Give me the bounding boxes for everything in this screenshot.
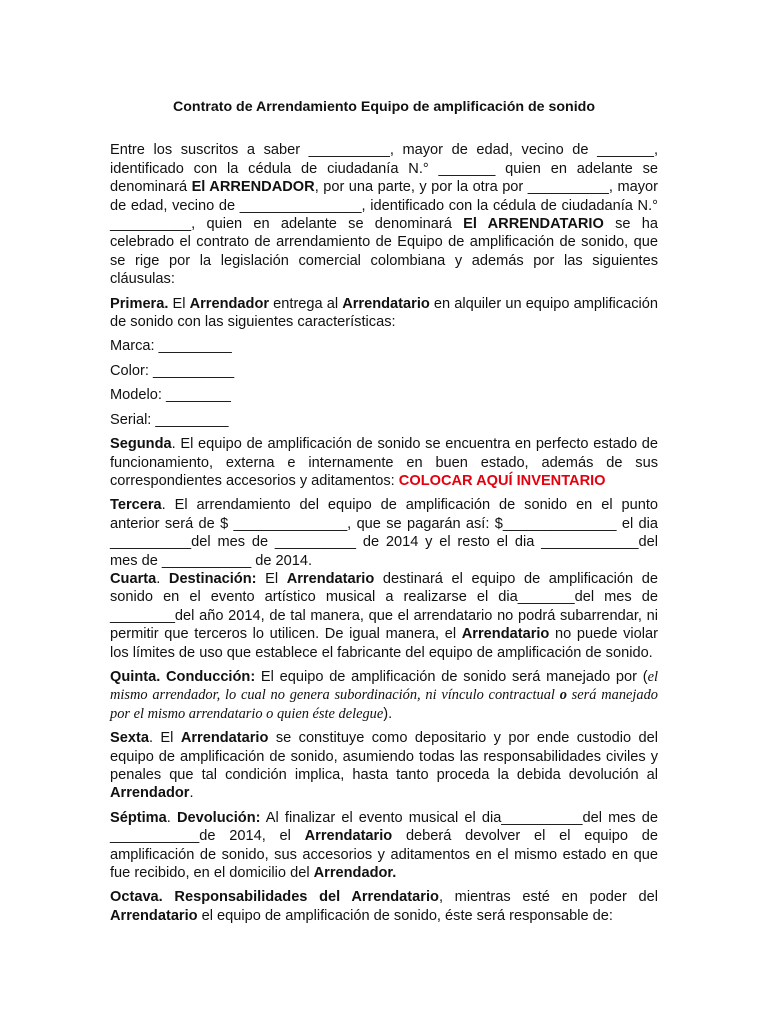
intro-text-3: se ha celebrado el contrato de arrendamiento de Equipo de amplificación de sonido, que se rige por la legislación comercial colombiana y además por las siguientes cláusulas: <box>110 216 658 288</box>
intro-paragraph <box>110 141 658 288</box>
intro-arrendatario-term: El ARRENDATARIO <box>463 216 604 233</box>
clause-bold-italic-text: o <box>559 687 567 704</box>
clause-text: deberá devolver el el equipo de amplificación de sonido, sus accesorios y aditamentos en el mismo estado en que fue recibido, en el domicilio del <box>110 828 658 882</box>
clause-term: Arrendatario <box>286 570 375 587</box>
clause-text: ). <box>383 705 393 722</box>
clause-text: . El <box>148 730 181 747</box>
clause-term: Arrendatario <box>304 828 393 845</box>
clause-primera-label: Primera. <box>110 295 169 312</box>
clause-text: no puede violar los límites de uso que establece el fabricante del equipo de amplificación de sonido. <box>110 626 658 661</box>
clause-text: Al finalizar el evento musical el dia__________del mes de ___________de 2014, el <box>110 809 658 845</box>
clause-text: . El equipo de amplificación de sonido se encuentra en perfecto estado de funcionamiento, externa e internamente en buen estado, además de sus correspondientes accesorios y aditamentos: <box>110 436 658 489</box>
clause-term: Arrendatario <box>110 907 198 924</box>
clause-term: Arrendatario <box>180 730 269 747</box>
clause-text: destinará el equipo de amplificación de sonido en el evento artístico musical a realizarse el dia_______del mes de ________del año 2014, de tal manera, que el arrendatario no podrá subarrendar, ni permitir que terceros lo utilicen. De igual manera, el <box>110 570 658 643</box>
clause-term: Arrendador. <box>313 865 397 882</box>
clause-term: Arrendador <box>110 785 190 802</box>
document-title: Contrato de Arrendamiento Equipo de amplificación de sonido <box>173 99 595 115</box>
clause-tercera-label: Tercera <box>110 497 162 514</box>
clause-cuarta <box>110 570 658 662</box>
field-color: Color: __________ <box>110 362 235 379</box>
field-modelo: Modelo: ________ <box>110 387 231 404</box>
clause-italic-text: el mismo arrendador, lo cual no genera subordinación, ni vínculo contractual <box>110 668 658 704</box>
clause-septima-label: Séptima <box>110 809 167 826</box>
clause-octava <box>110 888 658 925</box>
clause-text: en alquiler un equipo amplificación de sonido con las siguientes características: <box>110 295 658 331</box>
clause-septima <box>110 809 658 883</box>
clause-segunda <box>110 435 658 490</box>
clause-quinta <box>110 668 658 723</box>
clause-segunda-label: Segunda <box>110 436 172 453</box>
clause-term: Arrendatario <box>461 626 550 643</box>
intro-text-2: , por una parte, y por la otra por __________, mayor de edad, vecino de _______________, identificado con la cédula de ciudadanía N.° __________, quien en adelante se denominará <box>110 179 658 233</box>
clause-text: El <box>168 295 190 312</box>
clause-tercera <box>110 496 658 570</box>
clause-text: El equipo de amplificación de sonido será manejado por ( <box>255 668 648 685</box>
clause-text: se constituye como depositario y por ende custodio del equipo de amplificación de sonido, asumiendo todas las responsabilidades civiles y penales que tal condición implica, hasta tanto proceda la debida devolución al <box>110 730 658 783</box>
clause-primera <box>110 295 658 332</box>
clause-quinta-label: Quinta. Conducción: <box>110 668 256 685</box>
clause-term: Arrendatario <box>342 295 430 312</box>
field-marca: Marca: _________ <box>110 338 232 355</box>
inventory-placeholder: COLOCAR AQUÍ INVENTARIO <box>398 472 606 489</box>
field-serial: Serial: _________ <box>110 411 229 428</box>
intro-text-1: Entre los suscritos a saber __________, mayor de edad, vecino de _______, identificado con la cédula de ciudadanía N.° _______ quien en adelante se denominará <box>110 142 658 196</box>
clause-text: . <box>166 809 177 826</box>
clause-text: . <box>156 570 169 587</box>
clause-text: entrega al <box>269 295 343 312</box>
clause-text: . El arrendamiento del equipo de amplificación de sonido en el punto anterior será de $ ______________, que se pagarán así: $______________ el dia __________del mes de __________ de 2014 y el resto el dia ____________del mes de ___________ de 2014. <box>110 497 658 569</box>
clause-text: . <box>189 785 194 802</box>
clause-cuarta-sublabel: Destinación: <box>168 570 257 587</box>
clause-text: El <box>256 570 287 587</box>
clause-text: el equipo de amplificación de sonido, éste será responsable de: <box>197 907 613 924</box>
clause-septima-sublabel: Devolución: <box>176 809 261 826</box>
clause-sexta-label: Sexta <box>110 730 149 747</box>
clause-italic-text: será manejado por el mismo arrendatario o quien éste delegue <box>110 687 658 722</box>
clause-text: , mientras esté en poder del <box>438 889 659 906</box>
clause-octava-label: Octava. Responsabilidades del Arrendatario <box>110 889 439 906</box>
clause-term: Arrendador <box>189 295 270 312</box>
clause-cuarta-label: Cuarta <box>110 570 157 587</box>
clause-sexta <box>110 729 658 803</box>
intro-arrendador-term: El ARRENDADOR <box>191 179 315 196</box>
